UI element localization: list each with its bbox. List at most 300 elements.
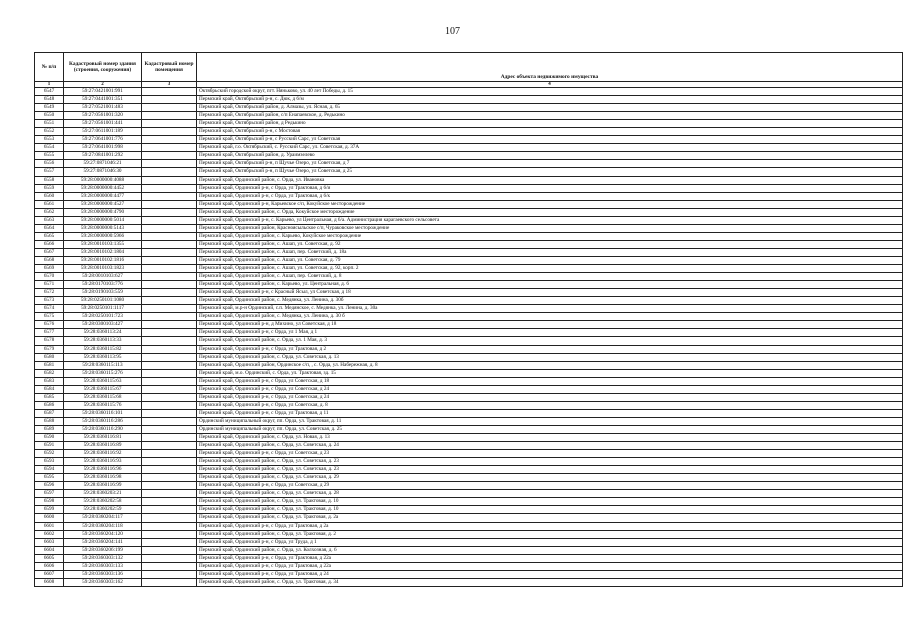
cell-address: Пермский край, г.о. Октябрьский, с. Русский Сарс, ул. Советская, д. 37А bbox=[197, 144, 903, 152]
cell-address: Пермский край, Октябрьский район, с/п Енапаевское, д. Редькино bbox=[197, 112, 903, 120]
cell-room-cadastral bbox=[142, 200, 197, 208]
table-row bbox=[35, 321, 903, 329]
cell-building-cadastral: 59:27:0871046:21 bbox=[64, 160, 142, 168]
cell-building-cadastral: 59:27:0611001:189 bbox=[64, 128, 142, 136]
cell-room-cadastral bbox=[142, 144, 197, 152]
cell-room-cadastral bbox=[142, 337, 197, 345]
cell-room-cadastral bbox=[142, 353, 197, 361]
cell-index: 6568 bbox=[35, 256, 64, 264]
table-row bbox=[35, 514, 903, 522]
table-row bbox=[35, 184, 903, 192]
table-row bbox=[35, 425, 903, 433]
cell-index: 6590 bbox=[35, 434, 64, 442]
cell-address: Пермский край, Ординский р-н, с Красный Ясыл, ул Советская, д 18 bbox=[197, 289, 903, 297]
table-row bbox=[35, 490, 903, 498]
cell-index: 6607 bbox=[35, 570, 64, 578]
cell-index: 6573 bbox=[35, 297, 64, 305]
table-row bbox=[35, 393, 903, 401]
table-row bbox=[35, 144, 903, 152]
header-row bbox=[35, 53, 903, 82]
cell-address: Пермский край, Ординский р-н, с Орда, ул Трактовая, д 2а bbox=[197, 522, 903, 530]
cell-building-cadastral: 59:27:0421001:991 bbox=[64, 88, 142, 96]
table-row bbox=[35, 248, 903, 256]
cell-room-cadastral bbox=[142, 88, 197, 96]
table-row bbox=[35, 409, 903, 417]
cell-index: 6554 bbox=[35, 144, 64, 152]
cell-building-cadastral: 59:28:0360113:24 bbox=[64, 329, 142, 337]
cell-index: 6550 bbox=[35, 112, 64, 120]
table-row bbox=[35, 168, 903, 176]
address-table bbox=[34, 52, 903, 587]
cell-room-cadastral bbox=[142, 530, 197, 538]
table-row bbox=[35, 208, 903, 216]
cell-index: 6556 bbox=[35, 160, 64, 168]
cell-room-cadastral bbox=[142, 128, 197, 136]
cell-room-cadastral bbox=[142, 136, 197, 144]
cell-building-cadastral: 59:28:0010103:1355 bbox=[64, 240, 142, 248]
cell-room-cadastral bbox=[142, 232, 197, 240]
cell-building-cadastral: 59:28:0360203:21 bbox=[64, 490, 142, 498]
table-row bbox=[35, 128, 903, 136]
table-row bbox=[35, 104, 903, 112]
cell-index: 6592 bbox=[35, 450, 64, 458]
cell-address: Пермский край, Ординский район, с. Орда, ул. Советская, д. 23 bbox=[197, 458, 903, 466]
cell-index: 6553 bbox=[35, 136, 64, 144]
cell-building-cadastral: 59:27:0561001:441 bbox=[64, 120, 142, 128]
cell-address: Пермский край, Ординский район, с. Ашап, ул. Советская, д. 92, корп. 2 bbox=[197, 265, 903, 273]
cell-room-cadastral bbox=[142, 538, 197, 546]
cell-building-cadastral: 59:28:0360303:132 bbox=[64, 554, 142, 562]
cell-index: 6566 bbox=[35, 240, 64, 248]
table-row bbox=[35, 192, 903, 200]
cell-index: 6569 bbox=[35, 265, 64, 273]
cell-address: Пермский край, Ординский р-н, с Орда, ул Трактовая, д 6/к bbox=[197, 192, 903, 200]
table-row bbox=[35, 232, 903, 240]
cell-address: Пермский край, Ординский район, с. Ашап, ул. Советская, д. 92 bbox=[197, 240, 903, 248]
cell-room-cadastral bbox=[142, 168, 197, 176]
cell-building-cadastral: 59:28:0360204:118 bbox=[64, 522, 142, 530]
table-row bbox=[35, 506, 903, 514]
table-row bbox=[35, 482, 903, 490]
table-row bbox=[35, 450, 903, 458]
cell-index: 6593 bbox=[35, 458, 64, 466]
cell-room-cadastral bbox=[142, 490, 197, 498]
cell-address: Пермский край, Ординский район, Ординское с/п, , с. Орда, ул. Набережная, д. 8 bbox=[197, 361, 903, 369]
cell-index: 6581 bbox=[35, 361, 64, 369]
cell-building-cadastral: 59:28:0000000:4527 bbox=[64, 200, 142, 208]
page-number: 107 bbox=[445, 26, 460, 37]
cell-building-cadastral: 59:28:0360115:76 bbox=[64, 401, 142, 409]
cell-index: 6565 bbox=[35, 232, 64, 240]
cell-address: Пермский край, Ординский р-н, с Орда, ул Советская, д 23 bbox=[197, 450, 903, 458]
cell-building-cadastral: 59:28:0300103:427 bbox=[64, 321, 142, 329]
cell-address: Пермский край, Ординский р-н, Карьевское с/п, Кокуйское месторождение bbox=[197, 200, 903, 208]
cell-room-cadastral bbox=[142, 409, 197, 417]
table-row bbox=[35, 377, 903, 385]
cell-room-cadastral bbox=[142, 393, 197, 401]
cell-room-cadastral bbox=[142, 570, 197, 578]
cell-room-cadastral bbox=[142, 176, 197, 184]
header-room-cadastral: Кадастровый номер помещения bbox=[142, 53, 197, 82]
cell-address: Пермский край, Ординский район, с. Ашап, пер. Советский, д. 8 bbox=[197, 273, 903, 281]
cell-building-cadastral: 59:28:0360116:290 bbox=[64, 425, 142, 433]
cell-index: 6605 bbox=[35, 554, 64, 562]
cell-index: 6591 bbox=[35, 442, 64, 450]
cell-room-cadastral bbox=[142, 466, 197, 474]
cell-building-cadastral: 59:28:0000000:4452 bbox=[64, 184, 142, 192]
cell-address: Пермский край, Ординский р-н, с Орда, ул Советская, д. 8 bbox=[197, 401, 903, 409]
cell-building-cadastral: 59:28:0360204:141 bbox=[64, 538, 142, 546]
cell-address: Пермский край, Ординский район, с. Медянка, ул. Ленина, д. 30 б bbox=[197, 313, 903, 321]
cell-building-cadastral: 59:28:0360116:93 bbox=[64, 458, 142, 466]
table-row bbox=[35, 120, 903, 128]
cell-building-cadastral: 59:27:0641001:998 bbox=[64, 144, 142, 152]
table-row bbox=[35, 578, 903, 586]
cell-room-cadastral bbox=[142, 184, 197, 192]
cell-room-cadastral bbox=[142, 224, 197, 232]
table-row bbox=[35, 329, 903, 337]
cell-index: 6608 bbox=[35, 578, 64, 586]
table-row bbox=[35, 96, 903, 104]
cell-room-cadastral bbox=[142, 305, 197, 313]
cell-room-cadastral bbox=[142, 554, 197, 562]
cell-address: Пермский край, Октябрьский р-н, п Щучье Озеро, ул Советская, д 25 bbox=[197, 168, 903, 176]
cell-address: Пермский край, Ординский район, с. Орда, ул. Советская, д. 13 bbox=[197, 353, 903, 361]
table-row bbox=[35, 337, 903, 345]
cell-room-cadastral bbox=[142, 506, 197, 514]
cell-address: Пермский край, Октябрьский район, д. Алмазы, ул. Ясная, д. 65 bbox=[197, 104, 903, 112]
cell-building-cadastral: 59:28:0010103:1823 bbox=[64, 265, 142, 273]
cell-index: 6582 bbox=[35, 369, 64, 377]
cell-address: Пермский край, м.о. Ординский, с. Орда, ул. Трактовая, зд. 15 bbox=[197, 369, 903, 377]
cell-address: Пермский край, Ординский р-н, с Орда, ул Советская, д 24 bbox=[197, 385, 903, 393]
cell-address: Пермский край, Ординский р-н, с Орда, ул Советская, д 24 bbox=[197, 393, 903, 401]
cell-building-cadastral: 59:28:0360116:92 bbox=[64, 450, 142, 458]
table-row bbox=[35, 530, 903, 538]
cell-address: Пермский край, Ординский район, с. Ашап, ул. Советская, д. 79 bbox=[197, 256, 903, 264]
cell-building-cadastral: 59:28:0010102:1804 bbox=[64, 248, 142, 256]
cell-room-cadastral bbox=[142, 498, 197, 506]
cell-index: 6580 bbox=[35, 353, 64, 361]
cell-room-cadastral bbox=[142, 361, 197, 369]
header-index: № п/п bbox=[35, 53, 64, 82]
cell-index: 6560 bbox=[35, 192, 64, 200]
cell-room-cadastral bbox=[142, 248, 197, 256]
cell-address: Пермский край, Октябрьский р-н, с Мостовая bbox=[197, 128, 903, 136]
cell-building-cadastral: 59:28:0360115:276 bbox=[64, 369, 142, 377]
table-row bbox=[35, 546, 903, 554]
cell-room-cadastral bbox=[142, 474, 197, 482]
cell-building-cadastral: 59:28:0360204:117 bbox=[64, 514, 142, 522]
cell-address: Пермский край, Ординский р-н, с Орда, ул Советская, д 18 bbox=[197, 377, 903, 385]
cell-room-cadastral bbox=[142, 458, 197, 466]
cell-room-cadastral bbox=[142, 256, 197, 264]
cell-room-cadastral bbox=[142, 192, 197, 200]
cell-room-cadastral bbox=[142, 96, 197, 104]
cell-building-cadastral: 59:28:0360115:63 bbox=[64, 377, 142, 385]
cell-building-cadastral: 59:27:0641001:776 bbox=[64, 136, 142, 144]
table-row bbox=[35, 88, 903, 96]
cell-room-cadastral bbox=[142, 104, 197, 112]
cell-building-cadastral: 59:28:0250101:1080 bbox=[64, 297, 142, 305]
cell-index: 6585 bbox=[35, 393, 64, 401]
cell-address: Пермский край, м.р-н Ординский, с.п. Медянское, с. Медянка, ул. Ленина, д. 30а bbox=[197, 305, 903, 313]
cell-address: Пермский край, Ординский район, с. Карьево, ул. Центральная, д. 6 bbox=[197, 281, 903, 289]
cell-index: 6587 bbox=[35, 409, 64, 417]
cell-index: 6602 bbox=[35, 530, 64, 538]
cell-index: 6583 bbox=[35, 377, 64, 385]
cell-address: Пермский край, Ординский р-н, с Орда, ул Трактовая, д 22а bbox=[197, 562, 903, 570]
cell-index: 6578 bbox=[35, 337, 64, 345]
cell-index: 6586 bbox=[35, 401, 64, 409]
cell-building-cadastral: 59:28:0360116:81 bbox=[64, 434, 142, 442]
cell-address: Пермский край, Октябрьский р-н, с. Дюк, д 6/м bbox=[197, 96, 903, 104]
cell-index: 6564 bbox=[35, 224, 64, 232]
cell-building-cadastral: 59:28:0010102:1816 bbox=[64, 256, 142, 264]
cell-building-cadastral: 59:27:0521001:483 bbox=[64, 104, 142, 112]
cell-room-cadastral bbox=[142, 313, 197, 321]
table-row bbox=[35, 240, 903, 248]
cell-address: Пермский край, Октябрьский район, д. Ураимзелево bbox=[197, 152, 903, 160]
cell-address: Ординский муниципальный округ, пп. Орда, ул. Советская, д. 25 bbox=[197, 425, 903, 433]
cell-address: Пермский край, Ординский район, с. Орда, ул. Советская, д. 24 bbox=[197, 442, 903, 450]
table-row bbox=[35, 554, 903, 562]
cell-index: 6551 bbox=[35, 120, 64, 128]
cell-address: Пермский край, Ординский р-н, с Орда, ул Трактовая, д 22а bbox=[197, 554, 903, 562]
cell-index: 6594 bbox=[35, 466, 64, 474]
cell-building-cadastral: 59:28:0250101:1117 bbox=[64, 305, 142, 313]
cell-room-cadastral bbox=[142, 281, 197, 289]
cell-building-cadastral: 59:28:0360115:113 bbox=[64, 361, 142, 369]
cell-building-cadastral: 59:28:0360115:68 bbox=[64, 393, 142, 401]
cell-index: 6548 bbox=[35, 96, 64, 104]
cell-index: 6595 bbox=[35, 474, 64, 482]
cell-index: 6600 bbox=[35, 514, 64, 522]
cell-address: Ординский муниципальный округ, пп. Орда, ул. Трактовая, д. 11 bbox=[197, 417, 903, 425]
cell-room-cadastral bbox=[142, 369, 197, 377]
cell-building-cadastral: 59:28:0000000:4088 bbox=[64, 176, 142, 184]
cell-address: Пермский край, Ординский район, с. Орда, ул. Трактовая, д. 10 bbox=[197, 506, 903, 514]
cell-room-cadastral bbox=[142, 112, 197, 120]
table-row bbox=[35, 361, 903, 369]
cell-index: 6570 bbox=[35, 273, 64, 281]
cell-building-cadastral: 59:28:0250101:723 bbox=[64, 313, 142, 321]
cell-building-cadastral: 59:28:0360303:162 bbox=[64, 578, 142, 586]
cell-room-cadastral bbox=[142, 425, 197, 433]
cell-address: Октябрьский городской округ, пгт. Няньково, ул. 40 лет Победы, д. 15 bbox=[197, 88, 903, 96]
cell-room-cadastral bbox=[142, 289, 197, 297]
cell-index: 6558 bbox=[35, 176, 64, 184]
cell-room-cadastral bbox=[142, 120, 197, 128]
table-row bbox=[35, 538, 903, 546]
cell-building-cadastral: 59:28:0010103:627 bbox=[64, 273, 142, 281]
cell-building-cadastral: 59:28:0360202:58 bbox=[64, 498, 142, 506]
cell-index: 6575 bbox=[35, 313, 64, 321]
cell-address: Пермский край, Ординский район, с. Орда, ул. Трактовая, д. 10 bbox=[197, 498, 903, 506]
cell-index: 6603 bbox=[35, 538, 64, 546]
header-building-cadastral: Кадастровый номер здания (строения, сооружения) bbox=[64, 53, 142, 82]
cell-address: Пермский край, Ординский район, с. Орда, ул. Трактовая, д. 34 bbox=[197, 578, 903, 586]
cell-building-cadastral: 59:27:0871046:30 bbox=[64, 168, 142, 176]
header-address: Адрес объекта недвижимого имущества bbox=[197, 53, 903, 82]
cell-building-cadastral: 59:28:0360202:59 bbox=[64, 506, 142, 514]
table-row bbox=[35, 136, 903, 144]
cell-building-cadastral: 59:28:0360116:99 bbox=[64, 482, 142, 490]
cell-index: 6604 bbox=[35, 546, 64, 554]
cell-building-cadastral: 59:28:0360303:136 bbox=[64, 570, 142, 578]
cell-building-cadastral: 59:28:0360113:33 bbox=[64, 337, 142, 345]
cell-index: 6572 bbox=[35, 289, 64, 297]
table-row bbox=[35, 265, 903, 273]
cell-building-cadastral: 59:28:0360206:199 bbox=[64, 546, 142, 554]
cell-address: Пермский край, Ординский район, с. Орда, ул. Трактовая, д. 2а bbox=[197, 514, 903, 522]
cell-address: Пермский край, Ординский район, с. Орда, Кокуйское месторождение bbox=[197, 208, 903, 216]
cell-index: 6561 bbox=[35, 200, 64, 208]
table-row bbox=[35, 369, 903, 377]
table-row bbox=[35, 442, 903, 450]
table-body bbox=[35, 88, 903, 587]
cell-address: Пермский край, Октябрьский район, д Редькино bbox=[197, 120, 903, 128]
cell-index: 6579 bbox=[35, 345, 64, 353]
cell-address: Пермский край, Ординский район, с. Орда, ул. 1 Мая, д. 3 bbox=[197, 337, 903, 345]
cell-index: 6549 bbox=[35, 104, 64, 112]
header-number: 2 bbox=[64, 82, 142, 88]
cell-index: 6596 bbox=[35, 482, 64, 490]
table-row bbox=[35, 273, 903, 281]
cell-index: 6567 bbox=[35, 248, 64, 256]
cell-index: 6598 bbox=[35, 498, 64, 506]
cell-address: Пермский край, Ординский район, с. Орда, ул. Колхозная, д. 6 bbox=[197, 546, 903, 554]
cell-building-cadastral: 59:28:0000000:5014 bbox=[64, 216, 142, 224]
table-row bbox=[35, 297, 903, 305]
cell-address: Пермский край, Ординский р-н, с. Карьево, ул Центральная, д 6/а. Администрация карагаевского сельсовета bbox=[197, 216, 903, 224]
cell-room-cadastral bbox=[142, 514, 197, 522]
table-row bbox=[35, 353, 903, 361]
cell-building-cadastral: 59:28:0190103:559 bbox=[64, 289, 142, 297]
cell-building-cadastral: 59:28:0360303:133 bbox=[64, 562, 142, 570]
cell-index: 6606 bbox=[35, 562, 64, 570]
table-row bbox=[35, 112, 903, 120]
cell-room-cadastral bbox=[142, 546, 197, 554]
cell-building-cadastral: 59:28:0360116:286 bbox=[64, 417, 142, 425]
cell-index: 6562 bbox=[35, 208, 64, 216]
cell-building-cadastral: 59:27:0441001:351 bbox=[64, 96, 142, 104]
table-row bbox=[35, 385, 903, 393]
cell-address: Пермский край, Ординский р-н, с Орда, ул Труда, д 1 bbox=[197, 538, 903, 546]
table-row bbox=[35, 289, 903, 297]
table-row bbox=[35, 434, 903, 442]
table-row bbox=[35, 256, 903, 264]
table-row bbox=[35, 458, 903, 466]
table-row bbox=[35, 570, 903, 578]
cell-address: Пермский край, Ординский район, с. Орда, ул. Ивановка bbox=[197, 176, 903, 184]
header-number: 4 bbox=[197, 82, 903, 88]
cell-building-cadastral: 59:27:0561001:320 bbox=[64, 112, 142, 120]
header-number: 1 bbox=[35, 82, 64, 88]
table-row bbox=[35, 176, 903, 184]
cell-room-cadastral bbox=[142, 152, 197, 160]
cell-building-cadastral: 59:28:0360204:120 bbox=[64, 530, 142, 538]
cell-address: Пермский край, Ординский район, с. Медянка, ул. Ленина, д. 30б bbox=[197, 297, 903, 305]
cell-index: 6555 bbox=[35, 152, 64, 160]
cell-address: Пермский край, Ординский район, с. Орда, ул. Трактовая, д. 2 bbox=[197, 530, 903, 538]
cell-building-cadastral: 59:28:0360116:101 bbox=[64, 409, 142, 417]
cell-address: Пермский край, Ординский р-н, д Михино, ул Советская, д 18 bbox=[197, 321, 903, 329]
table-row bbox=[35, 160, 903, 168]
cell-room-cadastral bbox=[142, 216, 197, 224]
cell-address: Пермский край, Ординский район, с. Орда, ул. Советская, д. 28 bbox=[197, 490, 903, 498]
cell-address: Пермский край, Ординский район, с. Карьево, Кокуйское месторождение bbox=[197, 232, 903, 240]
table-row bbox=[35, 281, 903, 289]
cell-index: 6574 bbox=[35, 305, 64, 313]
cell-address: Пермский край, Ординский р-н, с Орда, ул Советская, д 29 bbox=[197, 482, 903, 490]
cell-building-cadastral: 59:28:0170103:776 bbox=[64, 281, 142, 289]
table-row bbox=[35, 200, 903, 208]
cell-room-cadastral bbox=[142, 240, 197, 248]
table-row bbox=[35, 313, 903, 321]
table-row bbox=[35, 562, 903, 570]
cell-address: Пермский край, Ординский район, с. Орда, ул. Новая, д. 13 bbox=[197, 434, 903, 442]
cell-building-cadastral: 59:28:0360116:96 bbox=[64, 466, 142, 474]
cell-building-cadastral: 59:27:0841001:292 bbox=[64, 152, 142, 160]
cell-room-cadastral bbox=[142, 442, 197, 450]
cell-room-cadastral bbox=[142, 329, 197, 337]
cell-address: Пермский край, Октябрьский р-н, с Русский Сарс, ул Советская bbox=[197, 136, 903, 144]
cell-room-cadastral bbox=[142, 265, 197, 273]
cell-room-cadastral bbox=[142, 401, 197, 409]
cell-building-cadastral: 59:28:0360113:95 bbox=[64, 353, 142, 361]
table-row bbox=[35, 498, 903, 506]
cell-room-cadastral bbox=[142, 321, 197, 329]
table-row bbox=[35, 216, 903, 224]
table-row bbox=[35, 305, 903, 313]
cell-index: 6557 bbox=[35, 168, 64, 176]
cell-index: 6601 bbox=[35, 522, 64, 530]
cell-index: 6588 bbox=[35, 417, 64, 425]
cell-index: 6571 bbox=[35, 281, 64, 289]
cell-room-cadastral bbox=[142, 297, 197, 305]
cell-room-cadastral bbox=[142, 578, 197, 586]
table-row bbox=[35, 152, 903, 160]
table-row bbox=[35, 474, 903, 482]
cell-building-cadastral: 59:28:0000000:5966 bbox=[64, 232, 142, 240]
cell-room-cadastral bbox=[142, 208, 197, 216]
table-row bbox=[35, 466, 903, 474]
table-row bbox=[35, 401, 903, 409]
cell-index: 6584 bbox=[35, 385, 64, 393]
cell-address: Пермский край, Ординский район, с. Орда, ул. Советская, д. 23 bbox=[197, 466, 903, 474]
cell-address: Пермский край, Ординский р-н, с Орда, ул Трактовая, д 11 bbox=[197, 409, 903, 417]
address-table-container bbox=[34, 52, 902, 587]
header-number: 3 bbox=[142, 82, 197, 88]
table-row bbox=[35, 417, 903, 425]
cell-room-cadastral bbox=[142, 385, 197, 393]
cell-building-cadastral: 59:28:0360116:89 bbox=[64, 442, 142, 450]
cell-room-cadastral bbox=[142, 345, 197, 353]
table-row bbox=[35, 224, 903, 232]
cell-address: Пермский край, Ординский район, с. Ашап, пер. Советский, д. 18а bbox=[197, 248, 903, 256]
cell-room-cadastral bbox=[142, 417, 197, 425]
cell-index: 6577 bbox=[35, 329, 64, 337]
cell-index: 6589 bbox=[35, 425, 64, 433]
cell-index: 6559 bbox=[35, 184, 64, 192]
cell-room-cadastral bbox=[142, 160, 197, 168]
cell-address: Пермский край, Октябрьский р-н, п Щучье Озеро, ул Советская, д 7 bbox=[197, 160, 903, 168]
cell-address: Пермский край, Ординский р-н, с Орда, ул Трактовая, д 24 bbox=[197, 570, 903, 578]
cell-index: 6547 bbox=[35, 88, 64, 96]
cell-index: 6597 bbox=[35, 490, 64, 498]
cell-building-cadastral: 59:28:0360115:82 bbox=[64, 345, 142, 353]
